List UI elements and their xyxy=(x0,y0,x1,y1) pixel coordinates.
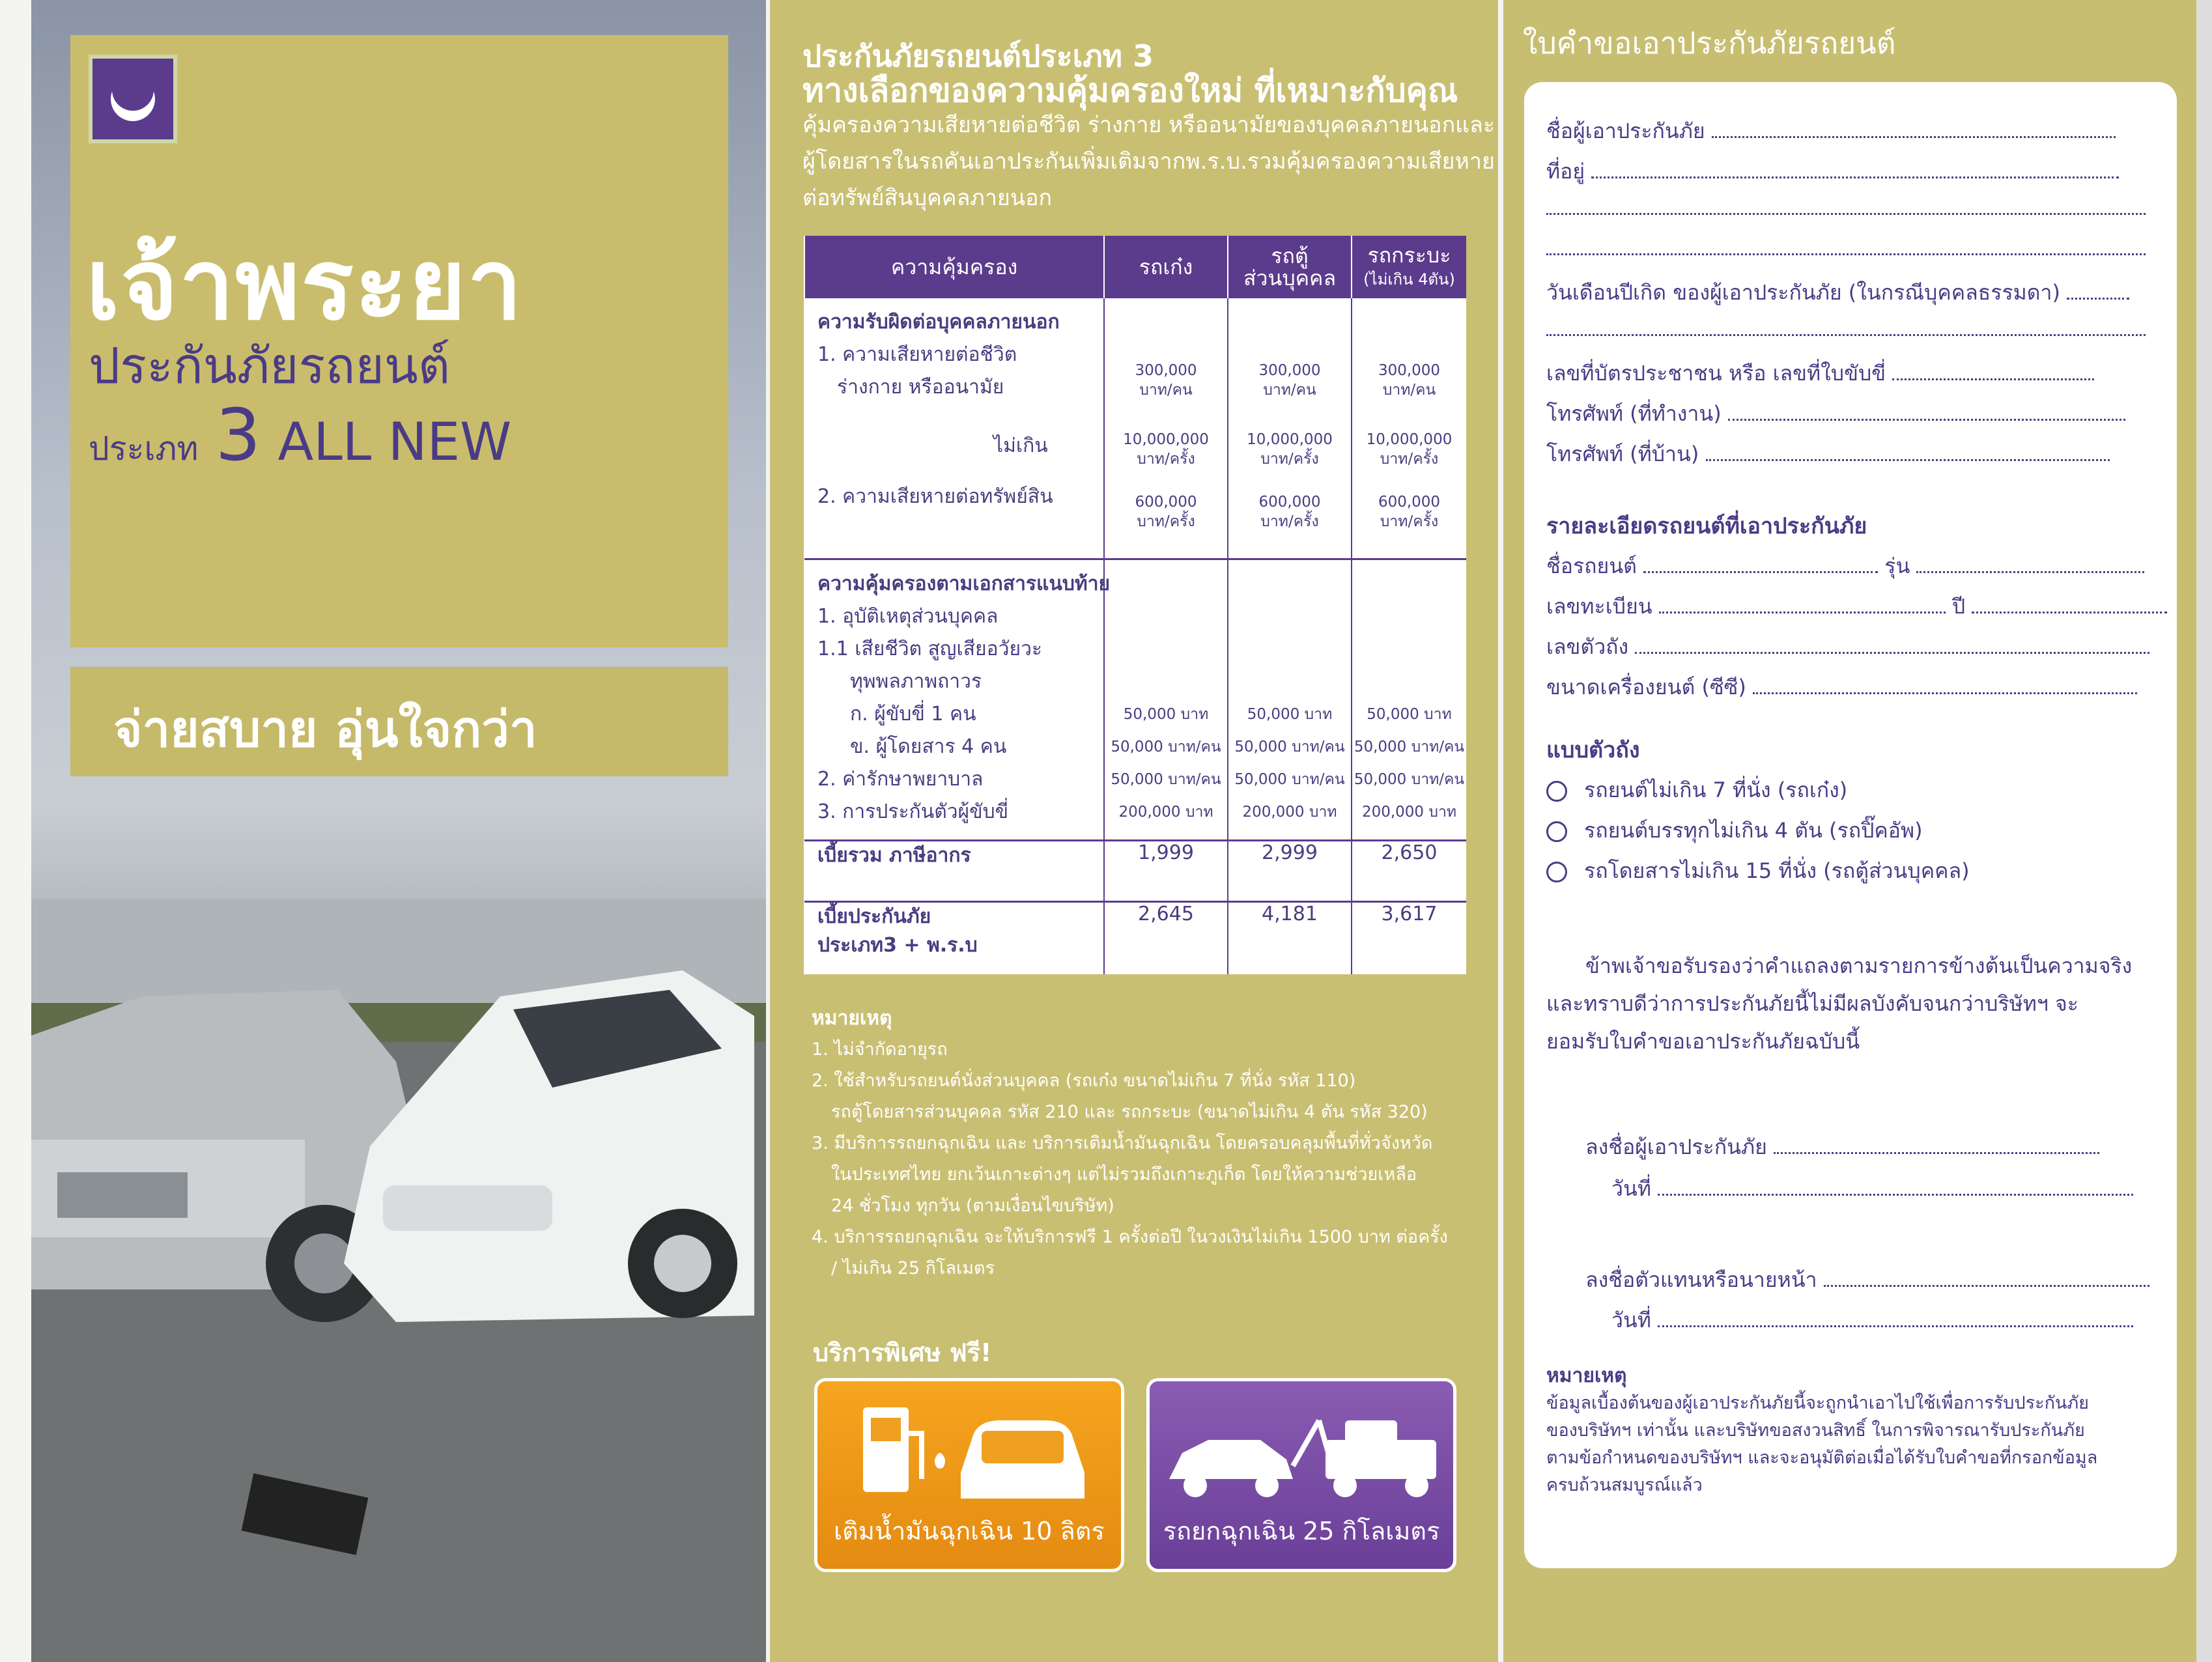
date-agent[interactable] xyxy=(1611,1304,2133,1337)
row-label: ข. ผู้โดยสาร 4 คน xyxy=(850,735,1007,758)
header-note: (ไม่เกิน 4ตัน) xyxy=(1363,270,1455,289)
table-cell xyxy=(1104,298,1228,559)
field-label: โทรศัพท์ (ที่บ้าน) xyxy=(1546,442,1699,466)
total-row xyxy=(804,901,1466,974)
radio-button[interactable] xyxy=(1546,781,1567,802)
field-birthdate-line[interactable] xyxy=(1546,317,2146,341)
row-label: ก. ผู้ขับขี่ 1 คน xyxy=(850,702,976,725)
note-line: 3. มีบริการรถยกฉุกเฉิน และ บริการเติมน้ำมันฉุกเฉิน โดยครอบคลุมพื้นที่ทั่วจังหวัด xyxy=(812,1133,1433,1153)
cell-unit: บาท/ครั้ง xyxy=(1260,513,1319,530)
field-label: เลขทะเบียน xyxy=(1546,594,1652,619)
total-pickup: 3,617 xyxy=(1352,901,1466,974)
notes-block xyxy=(812,1003,1448,1284)
field-label: วันเดือนปีเกิด ของผู้เอาประกันภัย (ในกรณีบุคคลธรรมดา) xyxy=(1546,280,2060,305)
premium-row xyxy=(804,840,1466,901)
field-address-line[interactable] xyxy=(1546,236,2146,261)
special-services-title: บริการพิเศษ ฟรี! xyxy=(813,1338,992,1367)
field-address[interactable] xyxy=(1546,155,2119,188)
coverage-heading: ประกันภัยรถยนต์ประเภท 3 xyxy=(802,38,1154,74)
body-option-sedan[interactable] xyxy=(1546,774,1847,807)
field-id-number[interactable] xyxy=(1546,357,2094,390)
fuel-service-card xyxy=(814,1378,1124,1572)
signature-agent[interactable] xyxy=(1585,1263,2149,1297)
crescent-logo-icon xyxy=(89,55,177,143)
radio-button[interactable] xyxy=(1546,821,1567,842)
section-title: ความคุ้มครองตามเอกสารแนบท้าย xyxy=(817,572,1111,595)
radio-button[interactable] xyxy=(1546,862,1567,882)
field-label: เลขที่บัตรประชาชน หรือ เลขที่ใบขับขี่ xyxy=(1546,361,1886,386)
cover-panel xyxy=(31,0,766,1662)
scan-edge xyxy=(2196,0,2212,1662)
table-header-row xyxy=(804,236,1466,298)
note-line: ในประเทศไทย ยกเว้นเกาะต่างๆ แต่ไม่รวมถึงเกาะภูเก็ต โดยให้ความช่วยเหลือ xyxy=(831,1164,1417,1185)
cell-value: 600,000 xyxy=(1135,494,1197,511)
total-van: 4,181 xyxy=(1228,901,1352,974)
row-label: 1. ความเสียหายต่อชีวิต xyxy=(817,343,1017,366)
col-header-coverage: ความคุ้มครอง xyxy=(804,236,1104,298)
note-line: 1. ไม่จำกัดอายุรถ xyxy=(812,1039,948,1060)
premium-pickup: 2,650 xyxy=(1352,840,1466,901)
option-label: รถโดยสารไม่เกิน 15 ที่นั่ง (รถตู้ส่วนบุคคล) xyxy=(1584,858,1970,883)
table-cell xyxy=(1104,559,1228,840)
field-label: ที่อยู่ xyxy=(1546,159,1585,184)
form-note-line: ตามข้อกำหนดของบริษัทฯ และจะอนุมัติต่อเมื่อได้รับใบคำขอที่กรอกข้อมูล xyxy=(1546,1448,2098,1468)
coverage-panel xyxy=(770,0,1498,1662)
form-note-line: ครบถ้วนสมบูรณ์แล้ว xyxy=(1546,1475,1703,1495)
row-label: 1.1 เสียชีวิต สูญเสียอวัยวะ xyxy=(817,637,1043,660)
cell-value: 50,000 บาท/คน xyxy=(1111,738,1221,755)
fuel-service-label: เติมน้ำมันฉุกเฉิน 10 ลิตร xyxy=(834,1517,1105,1545)
table-cell xyxy=(1352,298,1466,559)
intro-line: ต่อทรัพย์สินบุคคลภายนอก xyxy=(802,185,1053,211)
field-phone-home[interactable] xyxy=(1546,438,2110,471)
cell-value: 300,000 xyxy=(1378,362,1441,379)
field-label: ลงชื่อผู้เอาประกันภัย xyxy=(1585,1134,1767,1159)
declaration-line: และทราบดีว่าการประกันภัยนี้ไม่มีผลบังคับจนกว่าบริษัทฯ จะ xyxy=(1546,991,2078,1016)
form-note-title: หมายเหตุ xyxy=(1546,1364,1627,1387)
row-label: ทุพพลภาพถาวร xyxy=(850,669,982,693)
row-label: ร่างกาย หรืออนามัย xyxy=(837,376,1004,399)
form-note-line: ของบริษัทฯ เท่านั้น และบริษัทขอสงวนสิทธิ์ ในการพิจารณารับประกันภัย xyxy=(1546,1420,2085,1441)
table-cell xyxy=(1228,559,1352,840)
table-cell xyxy=(1352,559,1466,840)
row-label: 2. ความเสียหายต่อทรัพย์สิน xyxy=(817,485,1053,508)
form-title: ใบคำขอเอาประกันภัยรถยนต์ xyxy=(1523,25,1896,61)
header-line: รถตู้ xyxy=(1271,244,1309,268)
cell-value: 50,000 บาท/คน xyxy=(1234,770,1345,788)
cell-value: 50,000 บาท xyxy=(1247,705,1333,723)
field-label: ชื่อรถยนต์ xyxy=(1546,554,1637,578)
cell-value: 50,000 บาท/คน xyxy=(1234,738,1345,755)
field-label: ลงชื่อตัวแทนหรือนายหน้า xyxy=(1585,1267,1817,1292)
field-car-name[interactable] xyxy=(1546,550,2144,583)
brand-name: เจ้าพระยา xyxy=(86,229,524,342)
application-form-panel xyxy=(1503,0,2196,1662)
option-label: รถยนต์บรรทุกไม่เกิน 4 ตัน (รถปิ๊คอัพ) xyxy=(1584,818,1923,843)
cell-value: 50,000 บาท xyxy=(1123,705,1209,723)
cell-value: 10,000,000 xyxy=(1366,431,1453,448)
notes-title: หมายเหตุ xyxy=(812,1007,892,1030)
field-label: ขนาดเครื่องยนต์ (ซีซี) xyxy=(1546,675,1746,699)
field-engine-size[interactable] xyxy=(1546,671,2137,704)
cell-value: 300,000 xyxy=(1258,362,1321,379)
type-suffix: ALL NEW xyxy=(277,412,512,472)
total-label xyxy=(804,901,1104,974)
header-line: รถกระบะ xyxy=(1367,242,1451,268)
product-subtitle: ประกันภัยรถยนต์ xyxy=(89,337,451,395)
field-label: วันที่ xyxy=(1611,1308,1651,1332)
header-line: ส่วนบุคคล xyxy=(1243,266,1337,290)
coverage-table xyxy=(804,236,1466,974)
cell-unit: บาท/คน xyxy=(1263,382,1316,399)
cell-value: 200,000 บาท xyxy=(1361,803,1457,821)
cell-value: 10,000,000 xyxy=(1123,431,1209,448)
field-birthdate[interactable] xyxy=(1546,276,2129,309)
cell-value: 50,000 บาท/คน xyxy=(1354,738,1465,755)
field-label: วันที่ xyxy=(1611,1176,1651,1201)
car-details-heading: รายละเอียดรถยนต์ที่เอาประกันภัย xyxy=(1546,513,1867,539)
cell-value: 200,000 บาท xyxy=(1118,803,1213,821)
field-label: ชื่อผู้เอาประกันภัย xyxy=(1546,119,1705,143)
body-option-van[interactable] xyxy=(1546,854,1970,888)
coverage-intro xyxy=(802,107,1496,216)
intro-line: คุ้มครองความเสียหายต่อชีวิต ร่างกาย หรืออนามัยของบุคคลภายนอกและ xyxy=(802,112,1496,138)
table-cell xyxy=(1228,298,1352,559)
table-row xyxy=(804,298,1466,559)
note-line: 24 ชั่วโมง ทุกวัน (ตามเงื่อนไขบริษัท) xyxy=(831,1196,1114,1216)
cell-unit: บาท/คน xyxy=(1139,382,1193,399)
field-phone-work[interactable] xyxy=(1546,397,2125,430)
field-label: ปี xyxy=(1951,594,1966,619)
form-note xyxy=(1546,1362,2097,1499)
total-label-line: ประเภท3 + พ.ร.บ xyxy=(817,933,978,957)
premium-label: เบี้ยรวม ภาษีอากร xyxy=(804,840,1104,901)
field-chassis[interactable] xyxy=(1546,630,2149,664)
col-header-van xyxy=(1228,236,1352,298)
cell-unit: บาท/ครั้ง xyxy=(1380,513,1439,530)
note-line: / ไม่เกิน 25 กิโลเมตร xyxy=(831,1258,995,1278)
body-type-heading: แบบตัวถัง xyxy=(1546,737,1640,763)
car-crash-photo xyxy=(31,899,766,1662)
cell-unit: บาท/ครั้ง xyxy=(1260,451,1319,468)
note-line: 4. บริการรถยกฉุกเฉิน จะให้บริการฟรี 1 ครั้งต่อปี ในวงเงินไม่เกิน 1500 บาท ต่อครั้ง xyxy=(812,1227,1448,1247)
field-label: โทรศัพท์ (ที่ทำงาน) xyxy=(1546,401,1722,426)
cell-unit: บาท/ครั้ง xyxy=(1137,513,1195,530)
cell-value: 300,000 xyxy=(1135,362,1197,379)
row-label: 3. การประกันตัวผู้ขับขี่ xyxy=(817,800,1009,823)
col-header-pickup xyxy=(1352,236,1466,298)
cell-value: 50,000 บาท xyxy=(1367,705,1452,723)
signature-insured[interactable] xyxy=(1585,1131,2099,1164)
cell-value: 50,000 บาท/คน xyxy=(1354,770,1465,788)
cell-value: 200,000 บาท xyxy=(1242,803,1337,821)
section1-label-cell xyxy=(804,298,1104,559)
note-line: รถตู้โดยสารส่วนบุคคล รหัส 210 และ รถกระบะ (ขนาดไม่เกิน 4 ตัน รหัส 320) xyxy=(831,1102,1428,1122)
section2-label-cell xyxy=(804,559,1111,840)
date-insured[interactable] xyxy=(1611,1172,2133,1205)
declaration xyxy=(1546,947,2132,1060)
field-insured-name[interactable] xyxy=(1546,115,2116,148)
row-label: 1. อุบัติเหตุส่วนบุคคล xyxy=(817,604,999,628)
total-sedan: 2,645 xyxy=(1104,901,1228,974)
cell-value: 600,000 xyxy=(1378,494,1441,511)
form-note-line: ข้อมูลเบื้องต้นของผู้เอาประกันภัยนี้จะถูกนำเอาไปใช้เพื่อการรับประกันภัย xyxy=(1546,1393,2090,1413)
product-type xyxy=(89,393,511,477)
table-row xyxy=(804,559,1466,840)
premium-sedan: 1,999 xyxy=(1104,840,1228,901)
col-header-sedan: รถเก๋ง xyxy=(1104,236,1228,298)
section-title: ความรับผิดต่อบุคคลภายนอก xyxy=(817,311,1060,333)
premium-van: 2,999 xyxy=(1228,840,1352,901)
body-option-pickup[interactable] xyxy=(1546,814,1923,847)
field-label: เลขตัวถัง xyxy=(1546,634,1629,659)
intro-line: ผู้โดยสารในรถคันเอาประกันเพิ่มเติมจากพ.ร.บ.รวมคุ้มครองความเสียหาย xyxy=(802,148,1495,175)
declaration-line: ข้าพเจ้าขอรับรองว่าคำแถลงตามรายการข้างต้นเป็นความจริง xyxy=(1585,953,2133,978)
tow-truck-icon xyxy=(1150,1381,1453,1525)
total-label-line: เบี้ยประกันภัย xyxy=(817,905,931,928)
tow-service-label: รถยกฉุกเฉิน 25 กิโลเมตร xyxy=(1163,1517,1440,1545)
fuel-pump-icon xyxy=(817,1381,1121,1525)
row-label: ไม่เกิน xyxy=(993,434,1048,457)
field-address-line[interactable] xyxy=(1546,195,2146,220)
row-label: 2. ค่ารักษาพยาบาล xyxy=(817,767,984,791)
note-line: 2. ใช้สำหรับรถยนต์นั่งส่วนบุคคล (รถเก๋ง ขนาดไม่เกิน 7 ที่นั่ง รหัส 110) xyxy=(812,1071,1356,1091)
coverage-subheading: ทางเลือกของความคุ้มครองใหม่ ที่เหมาะกับคุณ xyxy=(802,72,1458,109)
cell-unit: บาท/ครั้ง xyxy=(1137,451,1195,468)
type-prefix: ประเภท xyxy=(89,430,199,468)
type-number: 3 xyxy=(215,393,261,477)
field-plate[interactable] xyxy=(1546,590,2167,623)
cell-unit: บาท/ครั้ง xyxy=(1380,451,1439,468)
option-label: รถยนต์ไม่เกิน 7 ที่นั่ง (รถเก๋ง) xyxy=(1584,778,1848,802)
cell-value: 10,000,000 xyxy=(1247,431,1333,448)
cell-unit: บาท/คน xyxy=(1382,382,1436,399)
slogan: จ่ายสบาย อุ่นใจกว่า xyxy=(113,700,537,758)
field-label: รุ่น xyxy=(1884,554,1910,578)
cell-value: 50,000 บาท/คน xyxy=(1111,770,1221,788)
tow-service-card xyxy=(1146,1378,1456,1572)
cell-value: 600,000 xyxy=(1258,494,1321,511)
declaration-line: ยอมรับใบคำขอเอาประกันภัยฉบับนี้ xyxy=(1546,1029,1860,1054)
